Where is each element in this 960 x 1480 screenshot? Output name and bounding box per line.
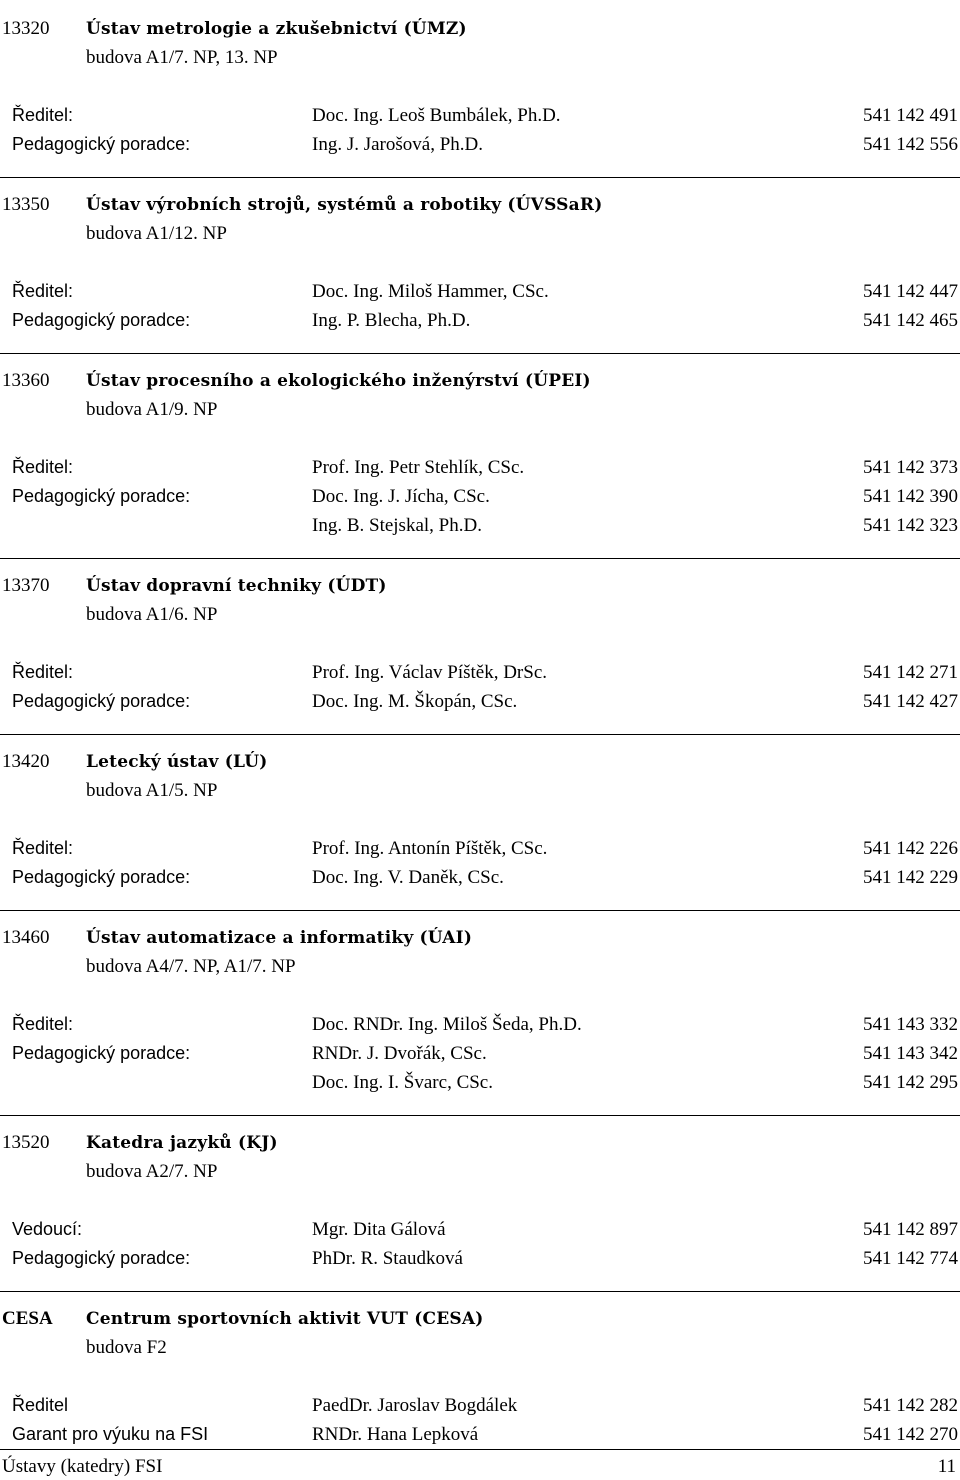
staff-row xyxy=(0,515,960,544)
staff-row xyxy=(0,281,960,310)
staff-phone: 541 142 271 xyxy=(863,662,958,683)
staff-name: Mgr. Dita Gálová xyxy=(312,1219,446,1240)
department-header xyxy=(0,370,960,392)
department-section xyxy=(0,177,960,353)
staff-row xyxy=(0,1043,960,1072)
staff-name: Ing. P. Blecha, Ph.D. xyxy=(312,310,471,331)
staff-role: Pedagogický poradce: xyxy=(12,310,191,330)
staff-list xyxy=(0,1395,960,1453)
staff-phone: 541 143 332 xyxy=(863,1014,958,1035)
staff-role: Ředitel xyxy=(12,1395,69,1415)
staff-phone: 541 142 226 xyxy=(863,838,958,859)
department-title: Ústav procesního a ekologického inženýrství (ÚPEI) xyxy=(86,371,591,391)
staff-role: Ředitel: xyxy=(12,457,74,477)
staff-list xyxy=(0,662,960,720)
staff-role: Pedagogický poradce: xyxy=(12,1043,191,1063)
staff-role: Pedagogický poradce: xyxy=(12,486,191,506)
department-title: Ústav metrologie a zkušebnictví (ÚMZ) xyxy=(86,19,467,39)
staff-name: Doc. Ing. V. Daněk, CSc. xyxy=(312,867,504,888)
staff-row xyxy=(0,838,960,867)
department-code: 13350 xyxy=(2,194,50,215)
staff-phone: 541 142 556 xyxy=(863,134,958,155)
staff-phone: 541 142 897 xyxy=(863,1219,958,1240)
department-title: Ústav výrobních strojů, systémů a robotiky (ÚVSSaR) xyxy=(86,195,603,215)
staff-phone: 541 142 282 xyxy=(863,1395,958,1416)
department-code: 13370 xyxy=(2,575,50,596)
staff-row xyxy=(0,310,960,339)
staff-name: Prof. Ing. Petr Stehlík, CSc. xyxy=(312,457,525,478)
department-header xyxy=(0,194,960,216)
department-building: budova A1/7. NP, 13. NP xyxy=(86,47,278,68)
staff-phone: 541 142 323 xyxy=(863,515,958,536)
department-code: 13360 xyxy=(2,370,50,391)
staff-row xyxy=(0,134,960,163)
staff-role: Pedagogický poradce: xyxy=(12,134,191,154)
department-code: 13420 xyxy=(2,751,50,772)
staff-row xyxy=(0,1248,960,1277)
department-section xyxy=(0,910,960,1115)
department-title: Ústav dopravní techniky (ÚDT) xyxy=(86,576,387,596)
department-section xyxy=(0,1115,960,1291)
staff-name: Doc. Ing. M. Škopán, CSc. xyxy=(312,691,518,712)
staff-name: Doc. Ing. Miloš Hammer, CSc. xyxy=(312,281,549,302)
footer-title: Ústavy (katedry) FSI xyxy=(2,1456,163,1477)
staff-role: Ředitel: xyxy=(12,662,74,682)
department-header xyxy=(0,575,960,597)
staff-list xyxy=(0,838,960,896)
staff-name: Doc. Ing. J. Jícha, CSc. xyxy=(312,486,490,507)
staff-phone: 541 142 270 xyxy=(863,1424,958,1445)
staff-name: Prof. Ing. Antonín Píštěk, CSc. xyxy=(312,838,548,859)
department-title: Centrum sportovních aktivit VUT (CESA) xyxy=(86,1309,484,1329)
staff-row xyxy=(0,1072,960,1101)
page-footer xyxy=(0,1449,960,1478)
staff-role: Pedagogický poradce: xyxy=(12,867,191,887)
department-title: Katedra jazyků (KJ) xyxy=(86,1133,278,1153)
staff-name: RNDr. J. Dvořák, CSc. xyxy=(312,1043,487,1064)
staff-phone: 541 142 229 xyxy=(863,867,958,888)
staff-role: Garant pro výuku na FSI xyxy=(12,1424,209,1444)
staff-row xyxy=(0,486,960,515)
department-header xyxy=(0,18,960,40)
department-building: budova F2 xyxy=(86,1337,167,1358)
staff-role: Ředitel: xyxy=(12,281,74,301)
department-section xyxy=(0,734,960,910)
department-header xyxy=(0,1132,960,1154)
department-header xyxy=(0,927,960,949)
staff-list xyxy=(0,281,960,339)
staff-role: Vedoucí: xyxy=(12,1219,83,1239)
staff-row xyxy=(0,1014,960,1043)
staff-row xyxy=(0,1219,960,1248)
department-code: 13460 xyxy=(2,927,50,948)
department-building: budova A1/6. NP xyxy=(86,604,218,625)
staff-phone: 541 142 373 xyxy=(863,457,958,478)
staff-list xyxy=(0,105,960,163)
department-building: budova A1/9. NP xyxy=(86,399,218,420)
department-title: Ústav automatizace a informatiky (ÚAI) xyxy=(86,928,473,948)
staff-phone: 541 142 465 xyxy=(863,310,958,331)
staff-list xyxy=(0,1219,960,1277)
staff-name: PaedDr. Jaroslav Bogdálek xyxy=(312,1395,518,1416)
staff-role: Ředitel: xyxy=(12,838,74,858)
staff-phone: 541 142 491 xyxy=(863,105,958,126)
department-code: CESA xyxy=(2,1308,53,1329)
staff-role: Ředitel: xyxy=(12,105,74,125)
staff-row xyxy=(0,691,960,720)
department-building: budova A4/7. NP, A1/7. NP xyxy=(86,956,296,977)
department-building: budova A2/7. NP xyxy=(86,1161,218,1182)
staff-name: Ing. J. Jarošová, Ph.D. xyxy=(312,134,483,155)
department-section xyxy=(0,353,960,558)
staff-row xyxy=(0,457,960,486)
department-code: 13520 xyxy=(2,1132,50,1153)
staff-name: PhDr. R. Staudková xyxy=(312,1248,463,1269)
staff-name: Doc. Ing. Leoš Bumbálek, Ph.D. xyxy=(312,105,561,126)
department-title: Letecký ústav (LÚ) xyxy=(86,752,268,772)
staff-list xyxy=(0,457,960,544)
staff-name: Doc. RNDr. Ing. Miloš Šeda, Ph.D. xyxy=(312,1014,582,1035)
staff-row xyxy=(0,662,960,691)
department-section xyxy=(0,0,960,177)
staff-row xyxy=(0,867,960,896)
department-building: budova A1/12. NP xyxy=(86,223,227,244)
staff-name: Doc. Ing. I. Švarc, CSc. xyxy=(312,1072,493,1093)
department-code: 13320 xyxy=(2,18,50,39)
department-header xyxy=(0,751,960,773)
staff-role: Ředitel: xyxy=(12,1014,74,1034)
staff-phone: 541 142 447 xyxy=(863,281,958,302)
staff-name: Ing. B. Stejskal, Ph.D. xyxy=(312,515,482,536)
department-header xyxy=(0,1308,960,1330)
staff-role: Pedagogický poradce: xyxy=(12,1248,191,1268)
staff-row xyxy=(0,1395,960,1424)
department-section xyxy=(0,558,960,734)
staff-name: RNDr. Hana Lepková xyxy=(312,1424,479,1445)
department-section xyxy=(0,1291,960,1467)
staff-phone: 541 142 774 xyxy=(863,1248,958,1269)
page-number: 11 xyxy=(937,1456,956,1477)
staff-list xyxy=(0,1014,960,1101)
staff-name: Prof. Ing. Václav Píštěk, DrSc. xyxy=(312,662,548,683)
staff-role: Pedagogický poradce: xyxy=(12,691,191,711)
staff-phone: 541 143 342 xyxy=(863,1043,958,1064)
staff-phone: 541 142 295 xyxy=(863,1072,958,1093)
staff-phone: 541 142 427 xyxy=(863,691,958,712)
staff-phone: 541 142 390 xyxy=(863,486,958,507)
department-building: budova A1/5. NP xyxy=(86,780,218,801)
staff-row xyxy=(0,105,960,134)
